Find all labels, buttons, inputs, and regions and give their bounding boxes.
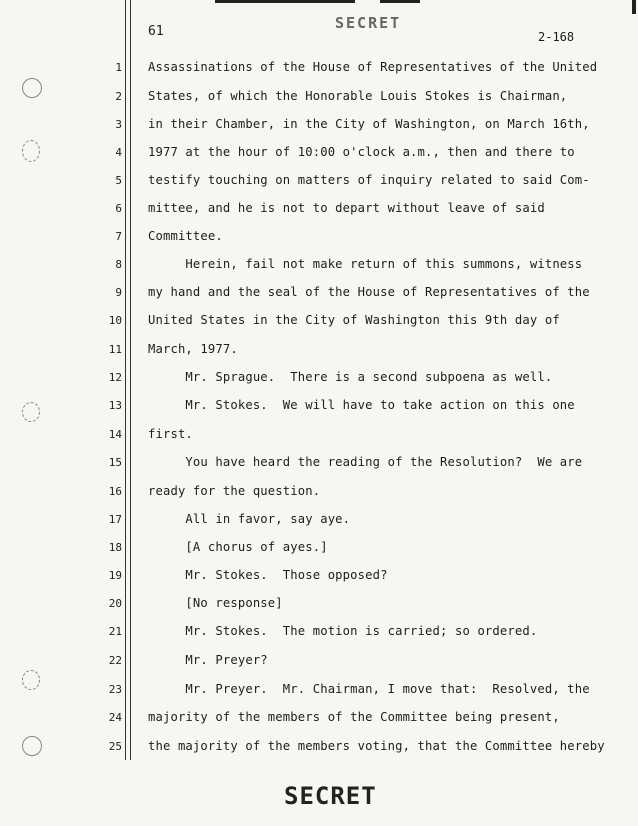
line-number: 15 xyxy=(108,456,122,469)
transcript-line: [No response] xyxy=(148,596,283,610)
transcript-line: Herein, fail not make return of this summons, witness xyxy=(148,257,583,271)
line-number: 18 xyxy=(108,541,122,554)
transcript-line: testify touching on matters of inquiry related to said Com- xyxy=(148,173,590,187)
transcript-line: 1977 at the hour of 10:00 o'clock a.m., then and there to xyxy=(148,145,575,159)
line-number: 2 xyxy=(115,90,122,103)
top-classification-stamp: SECRET xyxy=(335,14,402,32)
line-number: 3 xyxy=(115,118,122,131)
transcript-line: [A chorus of ayes.] xyxy=(148,540,328,554)
transcript-line: Mr. Stokes. We will have to take action on this one xyxy=(148,398,575,412)
line-number: 8 xyxy=(115,258,122,271)
top-redaction-bar xyxy=(380,0,420,3)
transcript-line: Mr. Stokes. Those opposed? xyxy=(148,568,388,582)
transcript-line: the majority of the members voting, that the Committee hereby xyxy=(148,739,605,753)
line-number: 4 xyxy=(115,146,122,159)
transcript-line: States, of which the Honorable Louis Stokes is Chairman, xyxy=(148,89,568,103)
punch-hole-icon xyxy=(22,736,42,756)
transcript-line: March, 1977. xyxy=(148,342,238,356)
line-number: 16 xyxy=(108,485,122,498)
edge-mark xyxy=(632,0,636,14)
line-number: 9 xyxy=(115,286,122,299)
transcript-line: United States in the City of Washington this 9th day of xyxy=(148,313,560,327)
transcript-line: majority of the members of the Committee being present, xyxy=(148,710,560,724)
margin-rule xyxy=(130,0,131,760)
punch-hole-icon xyxy=(22,402,40,422)
transcript-line: You have heard the reading of the Resolution? We are xyxy=(148,455,583,469)
line-number: 25 xyxy=(108,740,122,753)
transcript-line: Mr. Preyer? xyxy=(148,653,268,667)
line-number: 23 xyxy=(108,683,122,696)
line-number: 19 xyxy=(108,569,122,582)
transcript-line: in their Chamber, in the City of Washington, on March 16th, xyxy=(148,117,590,131)
line-number: 21 xyxy=(108,625,122,638)
line-number: 7 xyxy=(115,230,122,243)
punch-hole-icon xyxy=(22,140,40,162)
transcript-line: first. xyxy=(148,427,193,441)
transcript-line: Committee. xyxy=(148,229,223,243)
line-number: 12 xyxy=(108,371,122,384)
line-number: 5 xyxy=(115,174,122,187)
top-redaction-bar xyxy=(215,0,355,3)
transcript-line: Mr. Stokes. The motion is carried; so ordered. xyxy=(148,624,538,638)
line-number: 10 xyxy=(108,314,122,327)
punch-hole-icon xyxy=(22,78,42,98)
transcript-line: mittee, and he is not to depart without leave of said xyxy=(148,201,545,215)
punch-hole-icon xyxy=(22,670,40,690)
line-number: 14 xyxy=(108,428,122,441)
line-number: 13 xyxy=(108,399,122,412)
footer-classification-stamp: SECRET xyxy=(284,782,377,810)
line-number: 1 xyxy=(115,61,122,74)
transcript-line: my hand and the seal of the House of Representatives of the xyxy=(148,285,590,299)
line-number: 20 xyxy=(108,597,122,610)
transcript-line: Assassinations of the House of Representatives of the United xyxy=(148,60,598,74)
document-id: 2-168 xyxy=(538,30,575,44)
line-number: 24 xyxy=(108,711,122,724)
transcript-line: ready for the question. xyxy=(148,484,321,498)
transcript-line: Mr. Sprague. There is a second subpoena as well. xyxy=(148,370,553,384)
line-number: 17 xyxy=(108,513,122,526)
line-number: 6 xyxy=(115,202,122,215)
transcript-line: Mr. Preyer. Mr. Chairman, I move that: Resolved, the xyxy=(148,682,590,696)
line-number: 22 xyxy=(108,654,122,667)
margin-rule xyxy=(125,0,126,760)
line-number: 11 xyxy=(108,343,122,356)
transcript-line: All in favor, say aye. xyxy=(148,512,351,526)
page-number: 61 xyxy=(148,24,164,39)
